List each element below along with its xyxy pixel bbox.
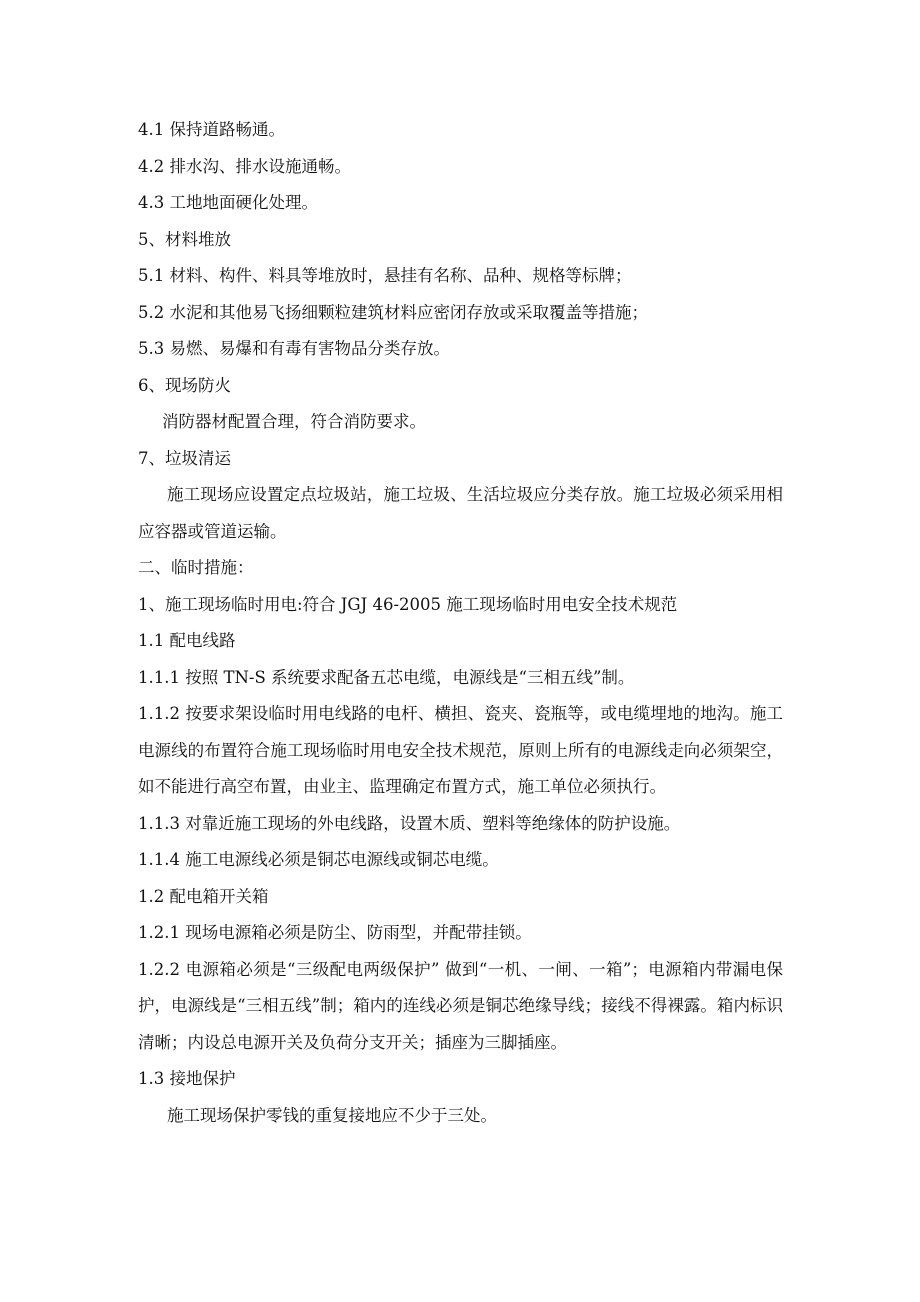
waste-removal-paragraph: 施工现场应设置定点垃圾站，施工垃圾、生活垃圾应分类存放。施工垃圾必须采用相应容器或管道运输。: [138, 485, 783, 541]
item-1-1-2-paragraph: 1.1.2 按要求架设临时用电线路的电杆、横担、瓷夹、瓷瓶等，或电缆埋地的地沟。施工电源线的布置符合施工现场临时用电安全技术规范，原则上所有的电源线走向必须架空，如不能进行高空布置，由业主、监理确定布置方式，施工单位必须执行。: [138, 704, 783, 796]
item-1-2-2-paragraph: 1.2.2 电源箱必须是“三级配电两级保护” 做到“一机、一闸、一箱”；电源箱内带漏电保护，电源线是“三相五线”制；箱内的连线必须是铜芯绝缘导线；接线不得裸露。箱内标识清晰；内设总电源开关及负荷分支开关；插座为三脚插座。: [138, 959, 783, 1052]
item-1-2-1: 1.2.1 现场电源箱必须是防尘、防雨型，并配带挂锁。: [138, 923, 532, 942]
item-5-3: 5.3 易燃、易爆和有毒有害物品分类存放。: [138, 339, 450, 358]
item-4-3: 4.3 工地地面硬化处理。: [138, 193, 318, 212]
item-5-1: 5.1 材料、构件、料具等堆放时，悬挂有名称、品种、规格等标牌；: [138, 266, 632, 285]
item-1-1-4: 1.1.4 施工电源线必须是铜芯电源线或铜芯电缆。: [138, 850, 499, 869]
document-body: [138, 112, 783, 1134]
heading-1-3-grounding: 1.3 接地保护: [138, 1069, 236, 1088]
item-5-2: 5.2 水泥和其他易飞扬细颗粒建筑材料应密闭存放或采取覆盖等措施；: [138, 302, 648, 322]
fire-prevention-text: 消防器材配置合理，符合消防要求。: [162, 412, 426, 431]
heading-6-fire-prevention: 6、现场防火: [138, 375, 231, 395]
heading-1-temporary-power: 1、施工现场临时用电:符合 JGJ 46-2005 施工现场临时用电安全技术规范: [138, 594, 678, 614]
heading-5-material-stacking: 5、材料堆放: [138, 229, 231, 249]
item-4-2: 4.2 排水沟、排水设施通畅。: [138, 156, 351, 176]
item-1-1-1: 1.1.1 按照 TN-S 系统要求配备五芯电缆，电源线是“三相五线”制。: [138, 667, 635, 687]
heading-7-waste-removal: 7、垃圾清运: [138, 448, 231, 468]
item-1-1-3: 1.1.3 对靠近施工现场的外电线路，设置木质、塑料等绝缘体的防护设施。: [138, 813, 681, 833]
heading-1-1-distribution-lines: 1.1 配电线路: [138, 631, 236, 650]
item-4-1: 4.1 保持道路畅通。: [138, 120, 285, 139]
heading-1-2-distribution-boxes: 1.2 配电箱开关箱: [138, 886, 269, 906]
section-2-temporary-measures: 二、临时措施：: [138, 558, 254, 577]
grounding-paragraph: 施工现场保护零钱的重复接地应不少于三处。: [167, 1105, 497, 1125]
